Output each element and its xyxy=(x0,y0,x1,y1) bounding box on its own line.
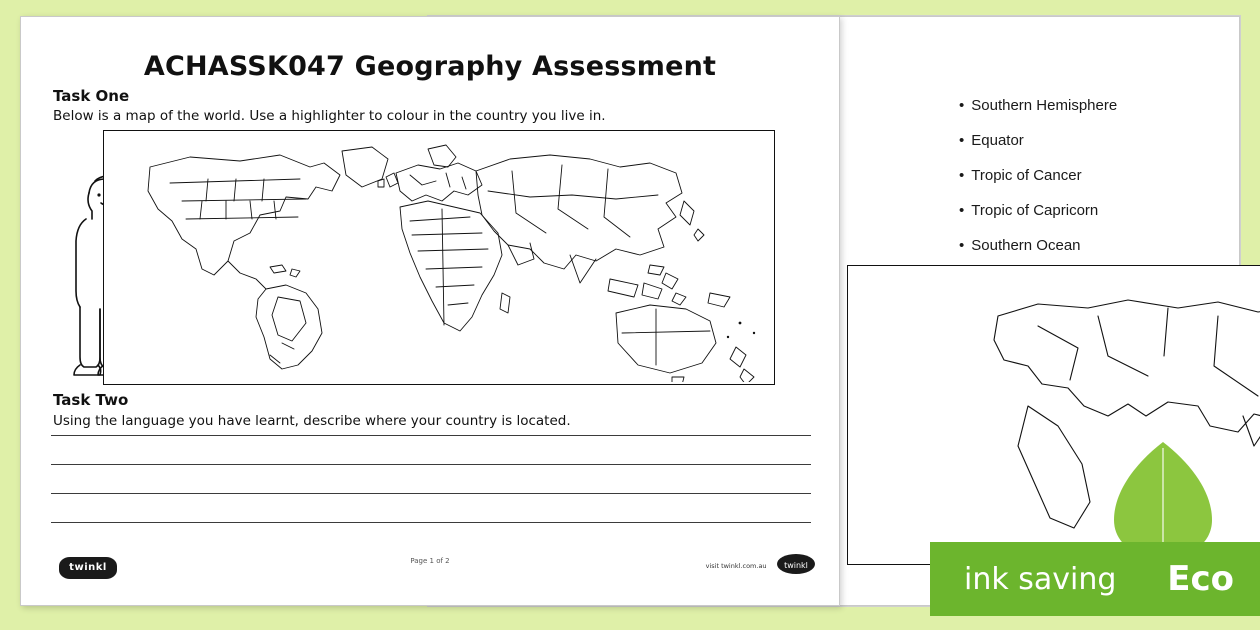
ink-saving-eco-badge xyxy=(930,542,1260,616)
document-page-1[interactable] xyxy=(20,16,840,606)
twinkl-badge-icon xyxy=(775,551,817,581)
page-number: Page 1 of 2 xyxy=(410,557,450,565)
writing-line xyxy=(51,522,811,523)
writing-line xyxy=(51,464,811,465)
task-two-heading: Task Two xyxy=(53,391,129,409)
world-map-svg-main xyxy=(110,137,770,382)
writing-line xyxy=(51,435,811,436)
list-item: • Tropic of Capricorn xyxy=(959,202,1209,219)
concept-word-list xyxy=(959,97,1209,272)
task-one-heading: Task One xyxy=(53,87,130,105)
list-item: • Tropic of Cancer xyxy=(959,167,1209,184)
eco-badge-text: ink saving xyxy=(964,561,1117,597)
eco-badge-word: Eco xyxy=(1167,559,1234,599)
list-item: • Southern Hemisphere xyxy=(959,97,1209,114)
twinkl-logo: twinkl xyxy=(59,557,117,579)
footer-branding xyxy=(706,551,817,581)
svg-text:twinkl: twinkl xyxy=(784,561,808,570)
page-title: ACHASSK047 Geography Assessment xyxy=(143,51,717,82)
task-one-instruction: Below is a map of the world. Use a highlighter to colour in the country you live in. xyxy=(53,108,606,124)
world-map-outline-page-1[interactable] xyxy=(103,130,775,385)
list-item: • Southern Ocean xyxy=(959,237,1209,254)
list-item: • Equator xyxy=(959,132,1209,149)
writing-line xyxy=(51,493,811,494)
task-two-instruction: Using the language you have learnt, describe where your country is located. xyxy=(53,413,571,429)
answer-writing-lines[interactable] xyxy=(51,435,811,551)
footer-url: visit twinkl.com.au xyxy=(705,562,767,570)
